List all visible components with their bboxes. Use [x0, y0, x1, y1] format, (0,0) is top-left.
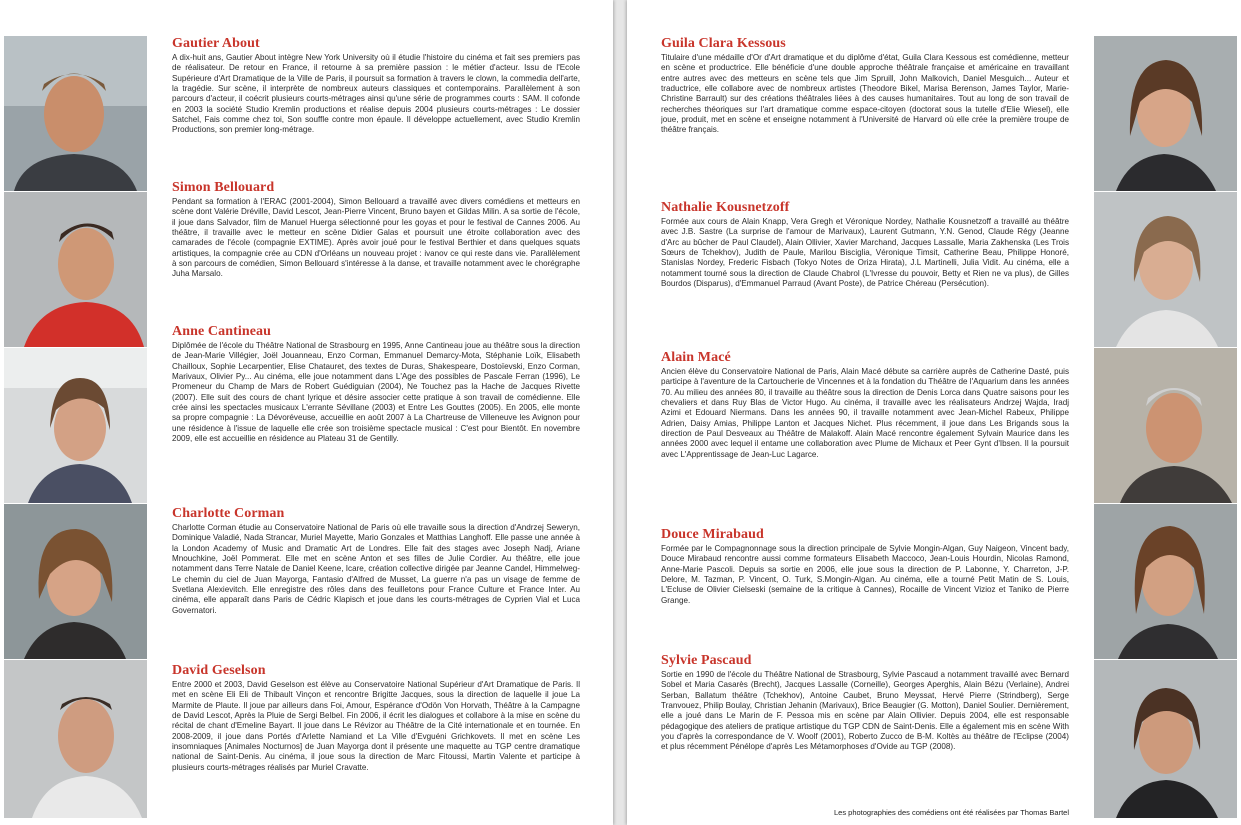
- bio-guila-clara-kessous: [661, 36, 1069, 168]
- photo-credit: Les photographies des comédiens ont été réalisées par Thomas Bartel: [833, 808, 1069, 817]
- bio-text: Charlotte Corman étudie au Conservatoire National de Paris où elle travaille sous la direction d'Andrzej Seweryn, Dominique Valadié, Nada Strancar, Muriel Mayette, Mario Gonzales et Matthias Langhoff. Elle passe une année à la London Academy of Music and Dramatic Art de Londres. Elle fait des stages avec Joseph Nadj, Ariane Mnouchkine, Joël Pommerat. Elle met en scène Anton et ses filles de Julie Cordier. Au théâtre, elle joue notamment dans Terre Natale de Daniel Keene, Icare, création collective dirigée par Jeanne Candel, Himmelweg-Le chemin du ciel de Juan Mayorga, Fantasio d'Alfred de Musset, La guerre n'a pas un visage de femme de Svetlana Alexievitch. Elle enregistre des rôles dans des feuilletons pour France Culture et France Inter. Au cinéma, elle apparaît dans Paris de Cédric Klapisch et joue dans les courts-métrages de Cyprien Vial et Luca Governatori.: [172, 523, 580, 615]
- bio-text: Formée par le Compagnonnage sous la direction principale de Sylvie Mongin-Algan, Guy Naigeon, Vincent bady, Douce Mirabaud rencontre aussi comme formateurs Elisabeth Maccoco, Jean-Louis Hourdin, Nicolas Ramond, Anne-Marie Pascoli. Depuis sa sortie en 2006, elle joue sous la direction de P. Labonne, Y. Charreton, J-P. Delore, M. Tazman, P. Vincent, O. Turk, S.Mongin-Algan. Au cinéma, elle a tourné Petit Matin de S. Louis, L'Ecluse de Olivier Cielseski (semaine de la critique à Cannes), Rocaille de Vincent Vizioz et Taniko de Pierre Grange.: [661, 544, 1069, 605]
- photo-simon-bellouard: [4, 192, 147, 347]
- actor-name: David Geselson: [172, 663, 266, 678]
- actor-name: Charlotte Corman: [172, 506, 285, 521]
- bio-anne-cantineau: [172, 324, 580, 494]
- bio-gautier-about: [172, 36, 580, 188]
- actor-name: Guila Clara Kessous: [661, 36, 786, 51]
- bio-david-geselson: [172, 663, 580, 823]
- photo-guila-clara-kessous: [1094, 36, 1237, 191]
- bio-alain-mace: [661, 350, 1069, 495]
- photo-gautier-about: [4, 36, 147, 191]
- photo-charlotte-corman: [4, 504, 147, 659]
- bio-text: Titulaire d'une médaille d'Or d'Art dramatique et du diplôme d'état, Guila Clara Kessous est comédienne, metteur en scène et productrice. Elle bénéficie d'une double approche théâtrale française et américaine en travaillant entre autres avec des metteurs en scène tels que Jim Spruill, John Malkovich, Daniel Mesguich... Auteur et traductrice, elle collabore avec de nombreux artistes (Theodore Bikel, Marisa Berenson, James Taylor, Marie-Christine Barrault) sur des créations théâtrales liées à des causes humanitaires. Tout au long de son travail de recherches théoriques sur l'art dramatique comme espace-citoyen (doctorat sous la tutelle d'Elie Wiesel), elle joue, produit, met en scène et enseigne notamment à l'Université de Harvard où elle crée la première troupe de théâtre français.: [661, 53, 1069, 135]
- bio-text: Entre 2000 et 2003, David Geselson est élève au Conservatoire National Supérieur d'Art Dramatique de Paris. Il met en scène Eli Eli de Thibault Vinçon et rencontre Brigitte Jacques, sous la direction de laquelle il joue La Marmite de Plaute. Il joue par ailleurs dans Foi, Amour, Espérance d'Odön Von Horvath, Théâtre à la Campagne de David Lescot, Après la Pluie de Sergi Belbel. Fin 2006, il écrit les dialogues et collabore à la mise en scène du récital de chant d'Emeline Bayart. Il joue dans Le Révizor au Théâtre de la Cité internationale et en tournée. En 2008-2009, il joue dans Portés d'Arlette Namiand et La Ville d'Evguéni Grichkovets. Il met en scène Les insomniaques [Animales Nocturnos] de Juan Mayorga dont il présente une maquette au TGP centre dramatique national de Saint-Denis. Au cinéma, il joue sous la direction de Marc Fitoussi, Martin Valente et participe à plusieurs courts-métrages réalisés par Muriel Cravatte.: [172, 680, 580, 772]
- actor-name: Gautier About: [172, 36, 260, 51]
- photo-alain-mace: [1094, 348, 1237, 503]
- photo-anne-cantineau: [4, 348, 147, 503]
- bio-text: Diplômée de l'école du Théâtre National de Strasbourg en 1995, Anne Cantineau joue au théâtre sous la direction de Jean-Marie Villégier, Joël Jouanneau, Enzo Corman, Emmanuel Demarcy-Mota, Stéphanie Loïk, Elisabeth Chailloux, Sophie Lecarpentier, Elise Chatauret, des textes de Duras, Shakespeare, Dostoïevski, Enzo Corman, Marivaux, Olivier Py... Au cinéma, elle joue notamment dans L'Age des possibles de Pascale Ferran (1996), Le Promeneur du Champ de Mars de Robert Guédiguian (2004), Ne Touchez pas la Hache de Jacques Rivette (2007). Elle suit des cours de chant lyrique et désire associer cette pratique à son travail de comédienne. Elle crée ainsi les spectacles musicaux L'errante Sévillane (2003) et Entre Les Gouttes (2005). En 2005, elle monte sa propre compagnie : La Dévoréveuse, accueillie en août 2007 à La Chartreuse de Villeneuve les Avignon pour une résidence à l'issue de laquelle elle crée son troisième spectacle musical : C'est pour Bientôt. En novembre 2009, elle est accueillie en résidence au Plateau 31 de Gentilly.: [172, 341, 580, 444]
- actor-name: Sylvie Pascaud: [661, 653, 752, 668]
- bio-text: Ancien élève du Conservatoire National de Paris, Alain Macé débute sa carrière auprès de Catherine Dasté, puis participe à l'aventure de la Cartoucherie de Vincennes et à la fondation du Théâtre de l'Aquarium dans les années 70. Au milieu des années 80, il travaille au théâtre sous la direction de Denis Lorca dans Quatre saisons pour les chevaliers et dans Ruy Blas de Victor Hugo. Au cinéma, il travaille avec les réalisateurs Andrzej Wajda, Iradj Azimi et Edouard Niermans. Dans les années 90, il travaille notamment avec Jean-Michel Rabeux, Philippe Adrien, Daisy Amias, Philippe Lanton et Jacques Nichet. Plus récemment, il joue dans Les Brigands sous la direction de Paul Desveaux au Théâtre de Malakoff. Alain Macé rencontre également Sylvain Maurice dans les années 2000 avec lequel il entame une collaboration avec Plume de Michaux et Peer Gynt d'Ibsen. Il la poursuit avec L'Apprentissage de Jean-Luc Lagarce.: [661, 367, 1069, 459]
- actor-name: Anne Cantineau: [172, 324, 272, 339]
- bio-text: Formée aux cours de Alain Knapp, Vera Gregh et Véronique Nordey, Nathalie Kousnetzoff a travaillé au théâtre avec J.B. Sastre (La surprise de l'amour de Marivaux), Laurent Gutmann, Y.N. Genod, Claude Régy (Jeanne d'Arc au bûcher de Paul Claudel), Alain Ollivier, Xavier Marchand, Jacques Lassalle, Maria Zakhenska (Les Trois Sœurs de Tchekhov), Judith de Paule, Marilou Bisciglia, Véronique Timsit, Catherine Beau, Philippe Honoré, Stanislas Nordey, Frederic Fisbach (Tokyo Notes de Oriza Hirata), J.L Martinelli, Julia Vidit. Au cinéma, elle a notamment tourné sous la direction de Claude Chabrol (L'Ivresse du pouvoir, Betty et Rien ne va plus), de Gilles Bourdos (Disparus), d'Emmanuel Parraud (Avant Poste), de Patrice Chéreau (Persécution).: [661, 217, 1069, 289]
- bio-text: Sortie en 1990 de l'école du Théâtre National de Strasbourg, Sylvie Pascaud a notamment travaillé avec Bernard Sobel et Maria Casarès (Brecht), Jacques Lassalle (Corneille), Georges Aperghis, Alain Bézu (Verlaine), Andrei Serban, Ballatum théâtre (Tchekhov), Antoine Caubet, Bruno Meyssat, Hervé Pierre (Strindberg), Serge Tranvouez, Philip Boulay, Christian Jehanin (Marivaux), Brice Beaugier (G. Motton), Daniel Soulier. Dernièrement, elle a joué dans Le Marin de F. Pessoa mis en scène par Alain Ollivier. Depuis 2004, elle est responsable pédagogique des ateliers de pratique artistique du TGP CDN de Saint-Denis. Elle a également mis en scène With you d'après la correspondance de V. Woolf (2001), Roberto Zucco de B-M. Koltès au théâtre de l'Eclipse (2004) et plus récemment Pénélope d'après Les Métamorphoses d'Ovide au TGP (2008).: [661, 670, 1069, 752]
- bio-simon-bellouard: [172, 180, 580, 320]
- photo-douce-mirabaud: [1094, 504, 1237, 659]
- bio-sylvie-pascaud: [661, 653, 1069, 788]
- actor-name: Alain Macé: [661, 350, 731, 365]
- bio-douce-mirabaud: [661, 527, 1069, 622]
- actor-name: Douce Mirabaud: [661, 527, 764, 542]
- photo-nathalie-kousnetzoff: [1094, 192, 1237, 347]
- bio-nathalie-kousnetzoff: [661, 200, 1069, 320]
- actor-name: Simon Bellouard: [172, 180, 275, 195]
- bio-text: Pendant sa formation à l'ERAC (2001-2004), Simon Bellouard a travaillé avec divers comédiens et metteurs en scène dont Valérie Dréville, David Lescot, Jean-Pierre Vincent, Bruno bayen et Gildas Milin. A sa sortie de l'école, il joue dans Salvador, film de Manuel Huerga sélectionné pour les goyas et pour le festival de Cannes 2006. Au théâtre, il travaille avec le metteur en scène Didier Galas et poursuit une étroite collaboration avec des camarades de l'école (compagnie EXTIME). Après avoir joué pour le festival Berthier et dans quelques squats artistiques, la compagnie crée au CDN d'Orléans un nouveau projet : ivanov ce qui reste dans vie. Parallèlement à son parcours de comédien, Simon Bellouard s'intéresse à la danse, et travaille notamment avec le chorégraphe Juha Marsalo.: [172, 197, 580, 279]
- left-page: [0, 0, 613, 825]
- actor-name: Nathalie Kousnetzoff: [661, 200, 790, 215]
- photo-sylvie-pascaud: [1094, 660, 1237, 818]
- bio-charlotte-corman: [172, 506, 580, 654]
- bio-text: A dix-huit ans, Gautier About intègre New York University où il étudie l'histoire du cinéma et fait ses premiers pas de réalisateur. De retour en France, il retourne à sa première passion : le métier d'acteur. Issu de l'Ecole Supérieure d'Art Dramatique de la Ville de Paris, il poursuit sa formation à travers le clown, la commedia dell'arte, la tragédie. Sur scène, il interprète de nombreux auteurs classiques et contemporains. Parallèlement à son parcours d'acteur, il coécrit plusieurs courts-métrages ainsi qu'une série de programmes courts : SAM. Il cofonde en 2003 la société Studio Kremlin productions et réalise depuis 2004 plusieurs courts-métrages : Le dossier Satchel, Fais comme chez toi, Son souffle contre mon épaule. Il développe actuellement, avec Studio Kremlin Productions, son premier long-métrage.: [172, 53, 580, 135]
- photo-david-geselson: [4, 660, 147, 818]
